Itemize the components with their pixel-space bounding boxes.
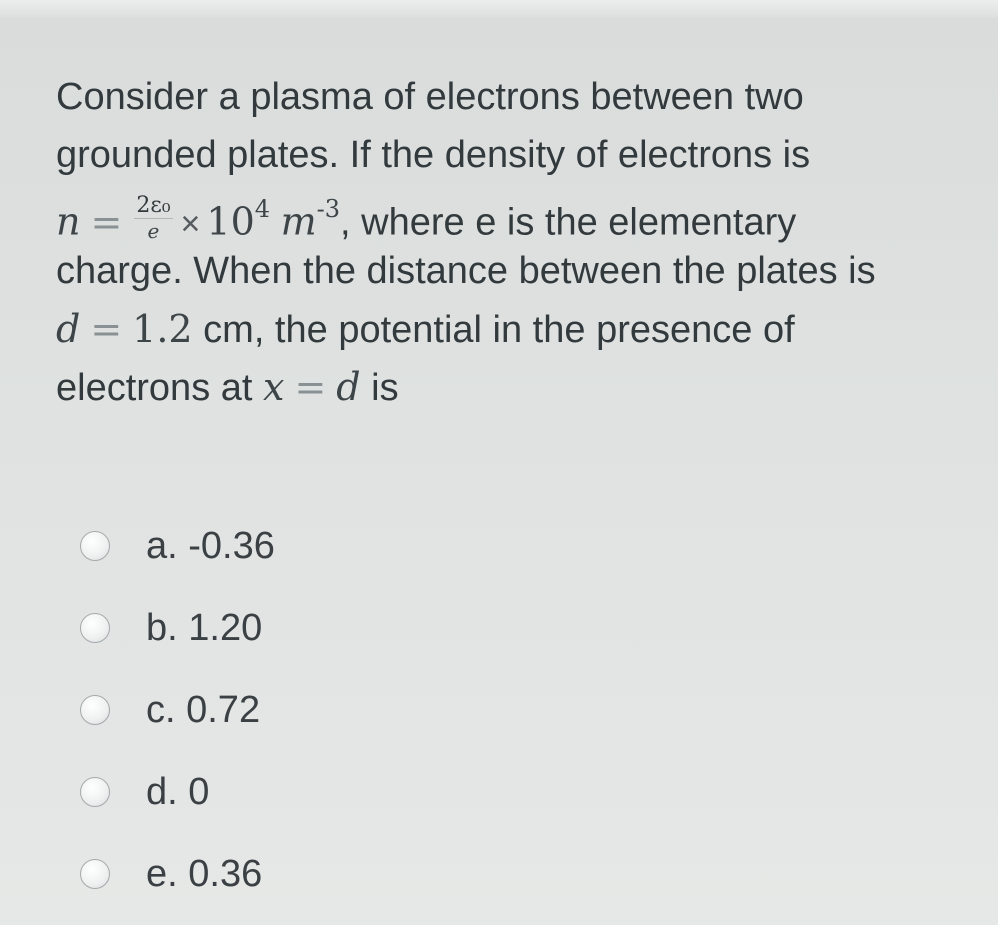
question-line: Consider a plasma of electrons between two [56, 76, 804, 118]
unit-exponent: -3 [316, 195, 341, 223]
question-line-suffix: is [360, 367, 399, 409]
radio-button[interactable] [80, 531, 110, 561]
question-line: charge. When the distance between the plates is [56, 250, 876, 292]
option-e[interactable] [80, 833, 275, 915]
question-line-rest: cm, the potential in the presence of [192, 309, 795, 351]
answer-options [80, 505, 275, 915]
power-base: 10 [206, 199, 255, 244]
density-formula-line [56, 184, 956, 242]
position-line [56, 358, 956, 416]
top-band [0, 0, 998, 18]
option-label: b. 1.20 [146, 606, 263, 649]
equals-sign: = [90, 199, 123, 244]
fraction [134, 194, 172, 243]
radio-button[interactable] [80, 777, 110, 807]
radio-button[interactable] [80, 859, 110, 889]
option-label: e. 0.36 [146, 852, 263, 895]
n-variable: n [56, 199, 81, 244]
distance-line [56, 300, 956, 358]
fraction-numerator: 2ε₀ [136, 193, 171, 219]
equals-sign: = [90, 307, 123, 351]
power-exponent: 4 [254, 195, 271, 223]
option-c[interactable] [80, 669, 275, 751]
times-sign: × [180, 204, 201, 243]
question-text [56, 68, 956, 416]
option-label: c. 0.72 [146, 688, 261, 731]
radio-button[interactable] [80, 613, 110, 643]
x-variable: x [263, 365, 285, 409]
option-b[interactable] [80, 587, 275, 669]
radio-button[interactable] [80, 695, 110, 725]
distance-value: 1.2 [132, 307, 193, 351]
option-a[interactable] [80, 505, 275, 587]
question-line-prefix: electrons at [56, 367, 263, 409]
option-label: a. -0.36 [146, 524, 275, 567]
question-line: grounded plates. If the density of electrons is [56, 134, 811, 176]
option-label: d. 0 [146, 770, 210, 813]
equals-sign: = [294, 365, 327, 409]
fraction-denominator: e [147, 219, 160, 244]
unit-variable: m [280, 199, 317, 244]
question-line-rest: , where e is the elementary [340, 201, 797, 244]
d-variable: d [336, 365, 361, 409]
option-d[interactable] [80, 751, 275, 833]
d-variable: d [56, 307, 81, 351]
